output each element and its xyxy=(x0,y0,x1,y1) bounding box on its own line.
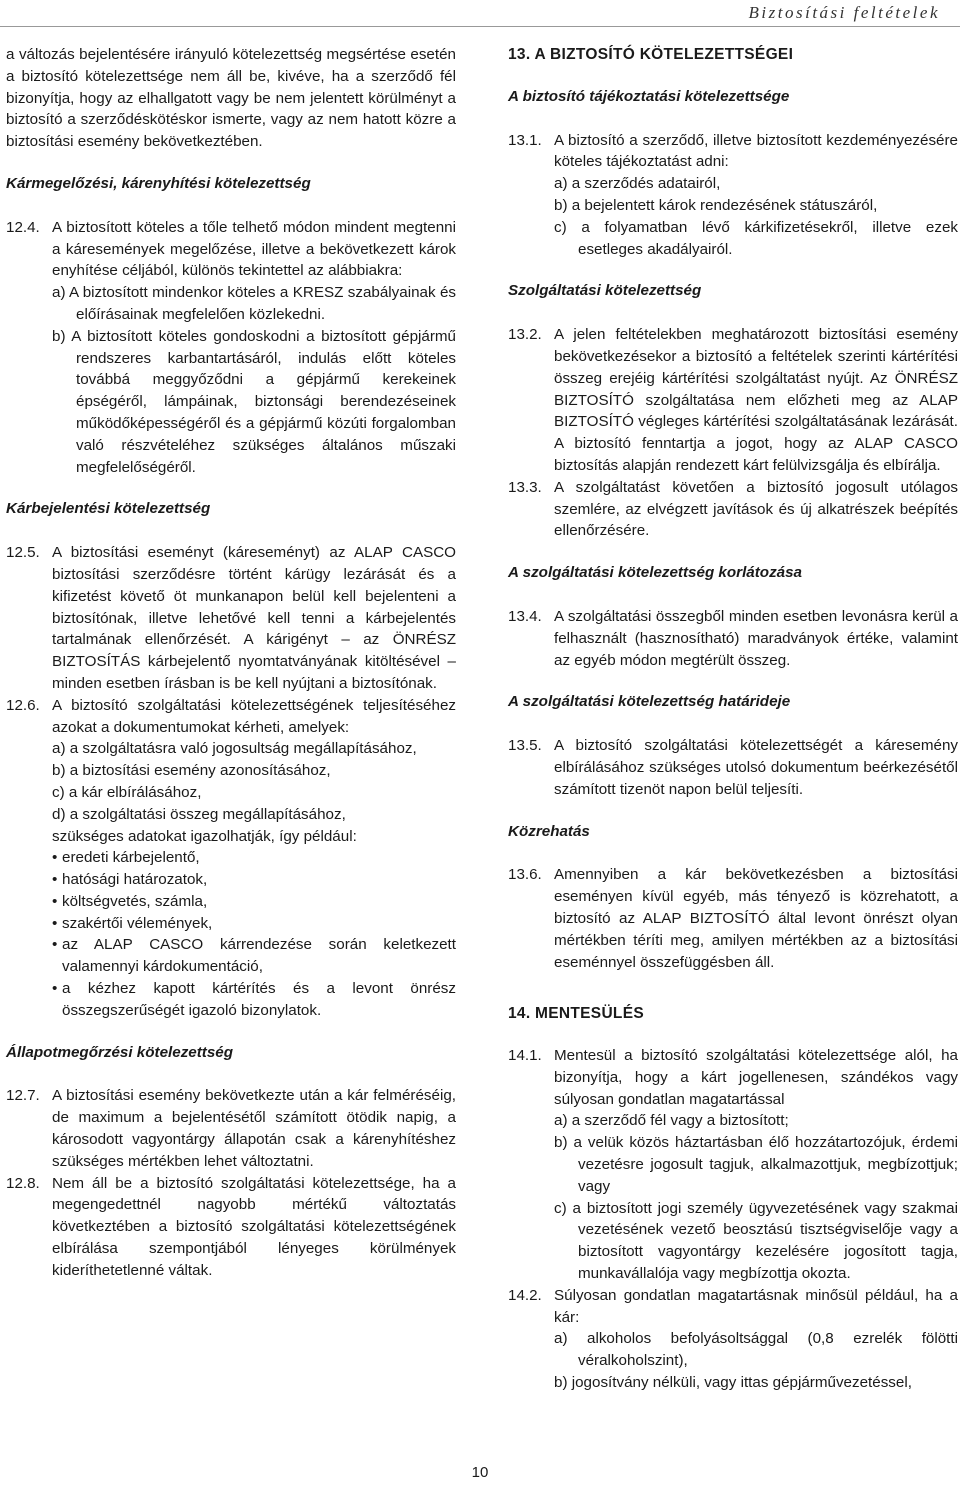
bullet-text: eredeti kárbejelentő, xyxy=(62,849,200,867)
section-number: 14.2. xyxy=(508,1286,542,1304)
left-column xyxy=(6,44,456,1282)
bullet-item: • a kézhez kapott kártérítés és a levont önrész összegszerűségét igazoló bizonylatok. xyxy=(52,978,456,1022)
section-13-2 xyxy=(508,324,958,477)
section-12-6-items xyxy=(6,738,456,1021)
item-a: a) a szerződő fél vagy a biztosított; xyxy=(554,1112,789,1130)
section-14-2 xyxy=(508,1285,958,1329)
header-rule xyxy=(0,26,960,27)
section-number: 13.4. xyxy=(508,607,542,625)
section-12-5 xyxy=(6,542,456,695)
section-text: Mentesül a biztosító szolgáltatási kötelezettsége alól, ha bizonyítja, hogy a kárt jogellenesen, szándékos vagy súlyosan gondatlan magatartással xyxy=(554,1047,958,1108)
section-13-1-items xyxy=(508,173,958,260)
heading-kozrehatas: Közrehatás xyxy=(508,822,590,840)
item-a: a) A biztosított mindenkor köteles a KRESZ szabályainak és előírásainak megfelelően közlekedni. xyxy=(52,284,456,323)
right-column xyxy=(508,44,958,1394)
section-number: 12.5. xyxy=(6,544,40,562)
bullet-text: az ALAP CASCO kárrendezése során keletkezett valamennyi kárdokumentáció, xyxy=(62,936,456,976)
section-text: A szolgáltatási összegből minden esetben levonásra kerül a felhasznált (hasznosítható) maradványok értéke, valamint az egyéb módon megtérült összeg. xyxy=(554,607,958,669)
item-a: a) a szerződés adatairól, xyxy=(554,175,721,193)
bullet-item: • hatósági határozatok, xyxy=(52,869,456,891)
continued-paragraph: a változás bejelentésére irányuló kötelezettség megsértése esetén a biztosító kötelezettsége nem áll be, kivéve, ha a szerződő fél bizonyítja, hogy az elhallgatott vagy be nem jelentett körülményt a biztosító a szerződéskötéskor ismerte, vagy az nem hatott közre a biztosítási esemény bekövetkeztében. xyxy=(6,46,456,151)
item-b: b) a bejelentett károk rendezésének státuszáról, xyxy=(554,196,878,214)
bullet-item: • az ALAP CASCO kárrendezése során keletkezett valamennyi kárdokumentáció, xyxy=(52,934,456,978)
bullet-text: költségvetés, számla, xyxy=(62,892,208,910)
section-13-5 xyxy=(508,735,958,800)
section-12-6 xyxy=(6,695,456,739)
section-text: A biztosító a szerződő, illetve biztosított kezdeményezésére köteles tájékoztatást adni: xyxy=(554,131,958,171)
section-14-1-items xyxy=(508,1110,958,1284)
section-text: A szolgáltatást követően a biztosító jogosult utólagos szemlére, az elvégzett javítások és új alkatrészek beépítés ellenőrzésére. xyxy=(554,478,958,540)
item-b: b) jogosítvány nélküli, vagy ittas gépjárművezetéssel, xyxy=(554,1374,912,1392)
section-text: A biztosító szolgáltatási kötelezettségének teljesítéséhez azokat a dokumentumokat kérheti, amelyek: xyxy=(52,696,456,736)
item-b: b) a velük közös háztartásban élő hozzátartozójuk, érdemi vezetésre jogosult tagjuk, alkalmazottjuk, megbízottjuk; vagy xyxy=(554,1134,958,1195)
section-13-1 xyxy=(508,130,958,174)
section-text: Súlyosan gondatlan magatartásnak minősül például, ha a kár: xyxy=(554,1286,958,1326)
section-text: A biztosítási esemény bekövetkezte után a kár felméréséig, de maximum a bejelentésétől számított ötödik napig, a károsodott vagyontárgy állapotán csak a kárenyhítéshez szükséges mértékben lehet változtatni. xyxy=(52,1087,456,1170)
section-12-7 xyxy=(6,1085,456,1172)
section-13-3 xyxy=(508,477,958,542)
bullet-item: • szakértői vélemények, xyxy=(52,913,456,935)
heading-korlatozas: A szolgáltatási kötelezettség korlátozása xyxy=(508,564,803,582)
header-title: Biztosítási feltételek xyxy=(748,3,940,22)
section-14-2-items xyxy=(508,1328,958,1393)
item-c: c) a folyamatban lévő kárkifizetésekről, illetve ezek esetleges akadályairól. xyxy=(554,218,958,258)
item-d: d) a szolgáltatási összeg megállapításához, xyxy=(52,805,346,823)
heading-tajekoztatasi: A biztosító tájékoztatási kötelezettsége xyxy=(508,87,790,105)
item-a: a) a szolgáltatásra való jogosultság megállapításához, xyxy=(52,740,417,758)
bullet-text: hatósági határozatok, xyxy=(62,871,208,889)
section-12-4-items xyxy=(6,282,456,478)
section-14-1 xyxy=(508,1045,958,1110)
section-number: 13.1. xyxy=(508,131,542,149)
bullet-item: • eredeti kárbejelentő, xyxy=(52,847,456,869)
heading-karbejelentes: Kárbejelentési kötelezettség xyxy=(6,500,211,518)
section-12-8 xyxy=(6,1173,456,1282)
item-a: a) alkoholos befolyásoltsággal (0,8 ezrelék fölötti véralkoholszint), xyxy=(554,1330,958,1370)
section-text: Amennyiben a kár bekövetkezésben a biztosítási eseményen kívül egyéb, más tényező is közrehatott, a biztosító az ALAP BIZTOSÍTÓ által levont önrészt olyan mértékben téríti meg, amilyen mértékben az a biztosítási eseménnyel összefüggésben áll. xyxy=(554,866,958,971)
item-c: c) a biztosított jogi személy ügyvezetésének vagy szakmai vezetésének vezető beosztású tisztségviselője vagy a biztosított vagyontárgy kezelésére jogosított tagja, munkavállalója vagy megbízottja okozta. xyxy=(554,1199,958,1283)
heading-szolgaltatasi: Szolgáltatási kötelezettség xyxy=(508,282,702,300)
chapter-14-title: 14. MENTESÜLÉS xyxy=(508,1005,644,1023)
section-12-4 xyxy=(6,217,456,282)
bullet-item: • költségvetés, számla, xyxy=(52,891,456,913)
section-number: 14.1. xyxy=(508,1047,542,1065)
section-number: 13.2. xyxy=(508,326,542,344)
item-b: b) a biztosítási esemény azonosításához, xyxy=(52,762,331,780)
bullet-text: a kézhez kapott kártérítés és a levont önrész összegszerűségét igazoló bizonylatok. xyxy=(62,980,456,1019)
section-13-6 xyxy=(508,864,958,973)
item-c: c) a kár elbírálásához, xyxy=(52,783,202,801)
page-header xyxy=(0,0,960,28)
section-number: 12.7. xyxy=(6,1087,40,1105)
section-number: 13.6. xyxy=(508,866,542,884)
section-number: 13.3. xyxy=(508,478,542,496)
section-number: 12.4. xyxy=(6,218,40,236)
section-text: Nem áll be a biztosító szolgáltatási kötelezettsége, ha a megengedettnél nagyobb mértékű változtatás következtében a biztosító szolgáltatási kötelezettségének elbírálása szempontjából lényeges körülmények kideríthetetlenné váltak. xyxy=(52,1174,456,1279)
heading-allapotmegorzes: Állapotmegőrzési kötelezettség xyxy=(6,1043,234,1061)
items-after-text: szükséges adatokat igazolhatják, így például: xyxy=(52,827,357,845)
chapter-13-title: 13. A BIZTOSÍTÓ KÖTELEZETTSÉGEI xyxy=(508,46,794,63)
section-text: A biztosító szolgáltatási kötelezettségét a káresemény elbírálásához szükséges utolsó dokumentum beérkezésétől számított tizenöt napon belül teljesíti. xyxy=(554,737,958,798)
section-13-4 xyxy=(508,606,958,671)
section-number: 12.6. xyxy=(6,696,40,714)
section-text: A biztosítási eseményt (káreseményt) az ALAP CASCO biztosítási szerződésre történt kárügy lezárását és a kifizetést követő öt munkanapon belül kell bejelenteni a biztosítónak, illetve lehetővé kell tenni a kárbejelentés tartalmának ellenőrzését. A kárigényt – az ÖNRÉSZ BIZTOSÍTÁS kárbejelentő nyomtatványának kitöltésével – minden esetben írásban is be kell nyújtani a biztosítónak. xyxy=(52,544,456,692)
bullet-text: szakértői vélemények, xyxy=(62,914,213,932)
heading-hatarido: A szolgáltatási kötelezettség határideje xyxy=(508,693,791,711)
section-text: A jelen feltételekben meghatározott biztosítási esemény bekövetkezésekor a biztosító a feltételek szerinti kártérítési összeg erejéig kártérítési szolgáltatást nyújt. Az ÖNRÉSZ BIZTOSÍTÓ szolgáltatása nem előzheti meg az ALAP BIZTOSÍTÓ végleges kártérítési szolgáltatásának lezárását. A biztosító fenntartja a jogot, hogy az ALAP CASCO biztosítás alapján rendezett kárt felülvizsgálja és elbírálja. xyxy=(554,326,958,474)
page-number: 10 xyxy=(471,1464,489,1481)
section-number: 12.8. xyxy=(6,1174,40,1192)
section-number: 13.5. xyxy=(508,737,542,755)
item-b: b) A biztosított köteles gondoskodni a biztosított gépjármű rendszeres karbantartásáról, indulás előtt köteles továbbá meggyőződni a gépjármű kerekeinek épségéről, lámpáinak, biztonsági berendezéseinek működőképességéről és a gépjármű közúti forgalomban való részvételéhez szükséges általános műszaki megfelelőségéről. xyxy=(52,327,456,476)
section-text: A biztosított köteles a tőle telhető módon mindent megtenni a káresemények megelőzése, illetve a bekövetkezett károk enyhítése céljából, különös tekintettel az alábbiakra: xyxy=(52,218,456,280)
heading-karmegelozes: Kármegelőzési, kárenyhítési kötelezettség xyxy=(6,174,311,192)
